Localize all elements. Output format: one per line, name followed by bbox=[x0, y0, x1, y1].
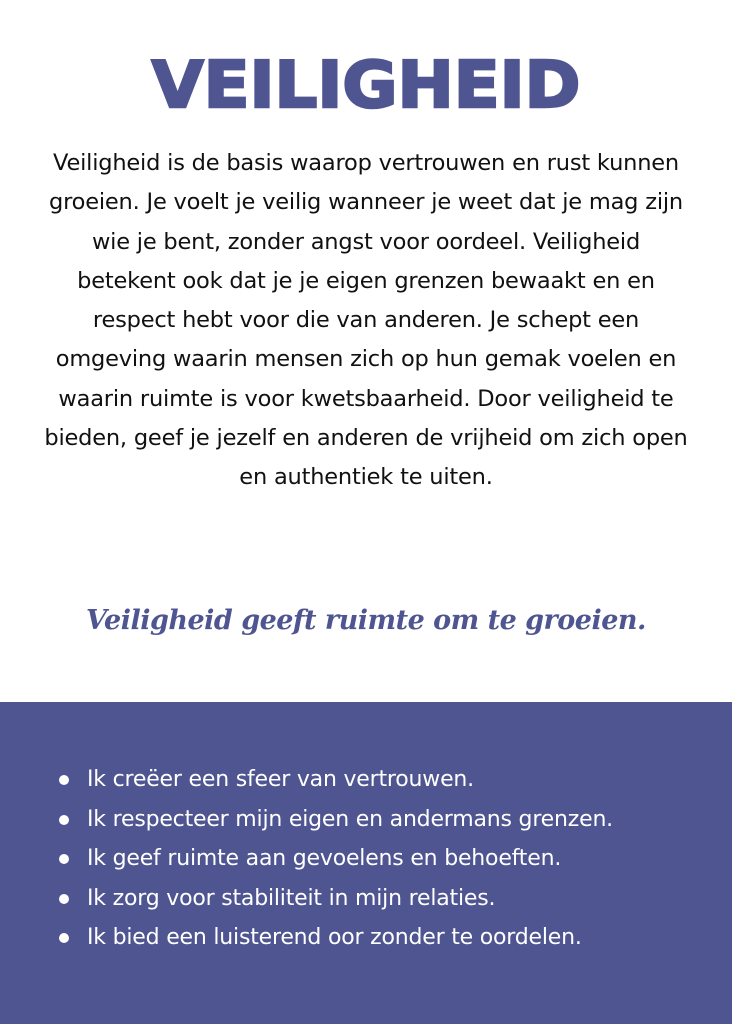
bullet-icon bbox=[59, 933, 69, 943]
list-item-text: Ik geef ruimte aan gevoelens en behoeften. bbox=[87, 846, 562, 871]
list-item-text: Ik bied een luisterend oor zonder te oordelen. bbox=[87, 925, 582, 950]
list-item-text: Ik respecteer mijn eigen en andermans grenzen. bbox=[87, 806, 613, 832]
bullet-icon bbox=[59, 815, 69, 825]
list-item bbox=[0, 800, 732, 840]
list-item bbox=[0, 760, 732, 800]
card-title: VEILIGHEID bbox=[151, 49, 581, 123]
list-item bbox=[0, 918, 732, 958]
affirmations-panel bbox=[0, 702, 732, 1024]
list-item bbox=[0, 879, 732, 919]
bullet-icon bbox=[59, 894, 69, 904]
card-quote: Veiligheid geeft ruimte om te groeien. bbox=[86, 605, 646, 636]
bullet-icon bbox=[59, 854, 69, 864]
card-body-text: Veiligheid is de basis waarop vertrouwen en rust kunnen groeien. Je voelt je veilig wanneer je weet dat je mag zijn wie je bent, zonder angst voor oordeel. Veiligheid betekent ook dat je je eigen grenzen bewaakt en en respect hebt voor die van anderen. Je schept een omgeving waarin mensen zich op hun gemak voelen en waarin ruimte is voor kwetsbaarheid. Door veiligheid te bieden, geef je jezelf en anderen de vrijheid om zich open en authentiek te uiten. bbox=[44, 150, 688, 491]
list-item bbox=[0, 839, 732, 879]
affirmations-list bbox=[0, 760, 732, 958]
list-item-text: Ik creëer een sfeer van vertrouwen. bbox=[87, 767, 474, 792]
list-item-text: Ik zorg voor stabiliteit in mijn relaties. bbox=[87, 885, 496, 911]
bullet-icon bbox=[59, 775, 69, 785]
